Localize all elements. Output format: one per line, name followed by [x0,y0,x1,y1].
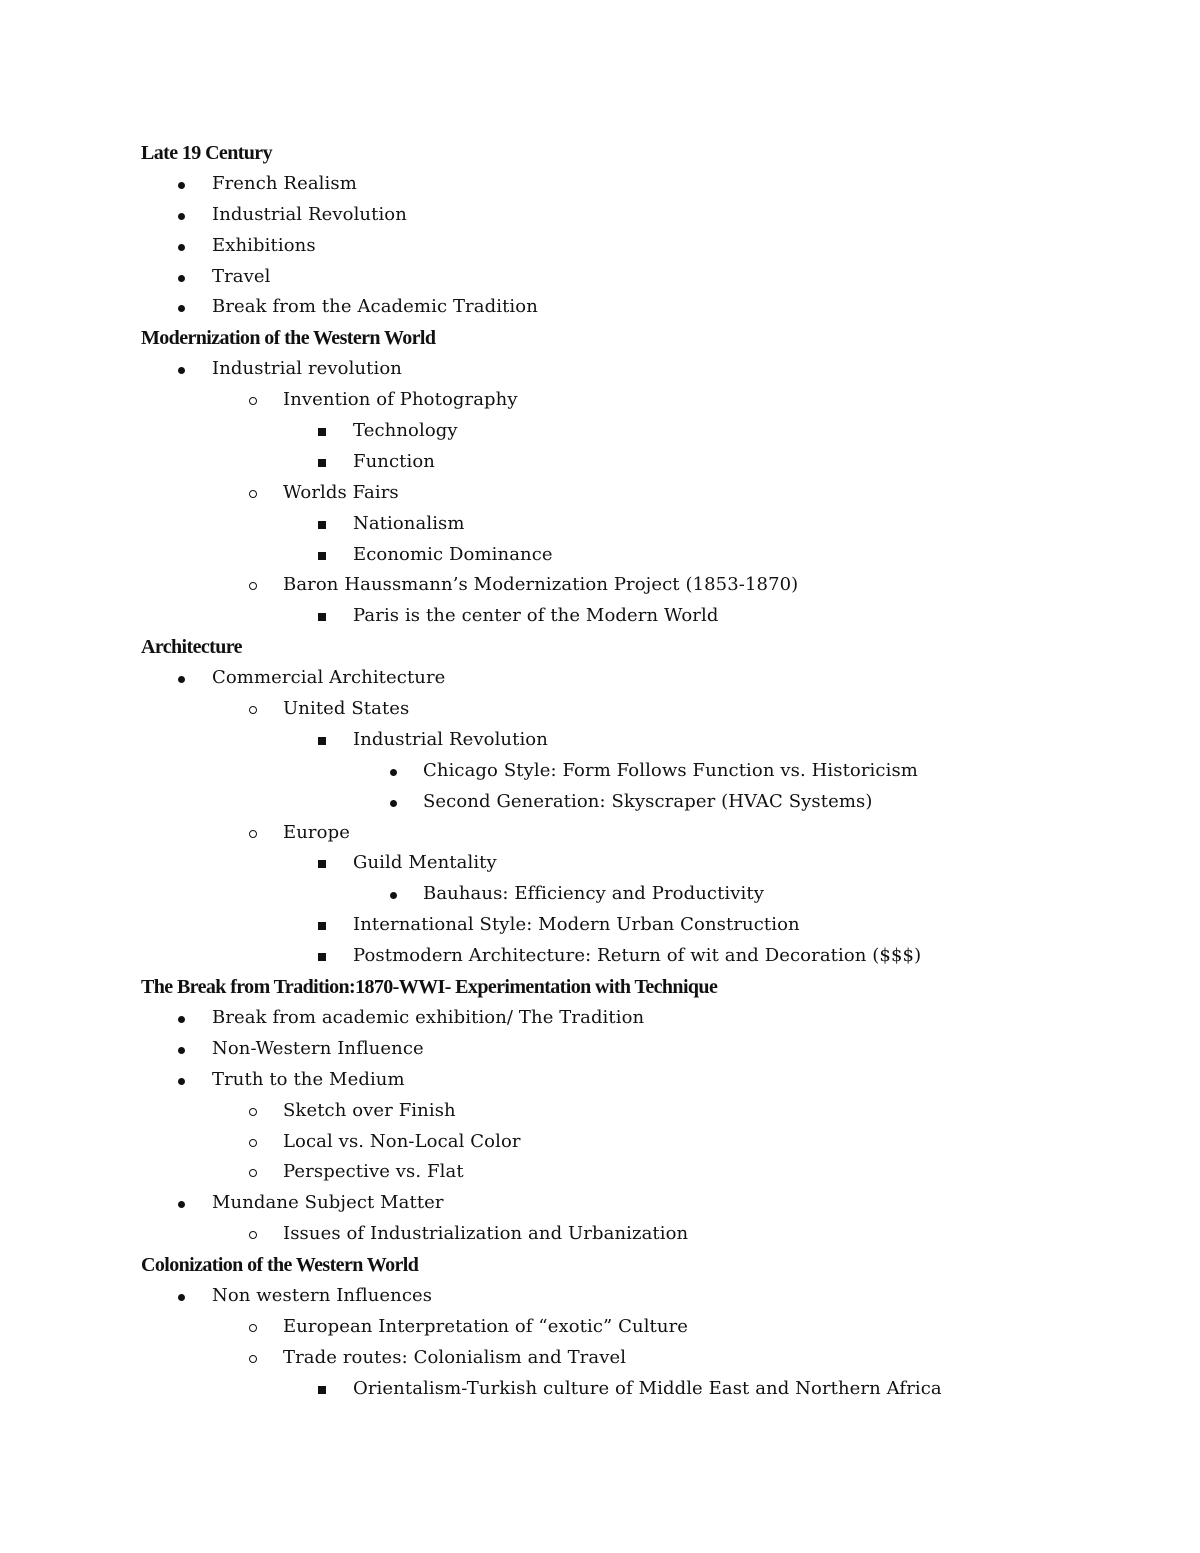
list-item [0,1097,1200,1128]
list-item-text: Orientalism-Turkish culture of Middle East and Northern Africa [353,1377,942,1399]
list-item-text: United States [283,698,410,720]
list-item-text: European Interpretation of “exotic” Culture [283,1315,689,1337]
square-bullet-icon [318,459,326,467]
circle-bullet-icon [249,830,257,838]
list-item-text: Invention of Photography [283,389,518,411]
list-item-text: Break from the Academic Tradition [212,296,538,318]
section-heading-row [0,1251,1200,1282]
list-item [0,911,1200,942]
list-item-text: Mundane Subject Matter [212,1192,444,1214]
list-item [0,510,1200,541]
section-heading-row [0,324,1200,355]
square-bullet-icon [318,1386,326,1394]
list-item [0,757,1200,788]
disc-bullet-icon [178,305,185,312]
list-item-text: Local vs. Non-Local Color [283,1130,521,1152]
list-item-text: Travel [212,265,271,287]
list-item-text: Exhibitions [212,234,316,256]
list-item [0,386,1200,417]
list-item [0,1128,1200,1159]
circle-bullet-icon [249,1139,257,1147]
list-item [0,788,1200,819]
circle-bullet-icon [249,706,257,714]
section-heading-row [0,973,1200,1004]
list-item-text: Economic Dominance [353,543,553,565]
list-item [0,1220,1200,1251]
list-item-text: Trade routes: Colonialism and Travel [283,1346,627,1368]
list-item-text: Break from academic exhibition/ The Tradition [212,1006,645,1028]
section-heading: Colonization of the Western World [141,1254,419,1277]
disc-bullet-icon [178,1294,185,1301]
list-item [0,695,1200,726]
disc-bullet-icon [178,367,185,374]
list-item-text: Guild Mentality [353,852,497,874]
section-heading: Modernization of the Western World [141,327,436,350]
list-item-text: Issues of Industrialization and Urbanization [283,1223,689,1245]
list-item-text: Worlds Fairs [283,481,399,503]
circle-bullet-icon [249,397,257,405]
list-item-text: Europe [283,821,350,843]
list-item [0,1004,1200,1035]
list-item-text: Non western Influences [212,1284,433,1306]
list-item-text: Function [353,450,435,472]
list-item [0,1035,1200,1066]
circle-bullet-icon [249,490,257,498]
list-item-text: Industrial Revolution [353,728,548,750]
list-item [0,726,1200,757]
list-item [0,448,1200,479]
circle-bullet-icon [249,1108,257,1116]
square-bullet-icon [318,737,326,745]
circle-bullet-icon [249,582,257,590]
list-item [0,1344,1200,1375]
disc-bullet-icon [178,275,185,282]
list-item [0,1375,1200,1406]
list-item [0,1313,1200,1344]
list-item-text: Baron Haussmann’s Modernization Project (1853-1870) [283,574,799,596]
square-bullet-icon [318,552,326,560]
section-heading-row [0,139,1200,170]
list-item [0,1189,1200,1220]
list-item [0,170,1200,201]
disc-bullet-icon [390,892,397,899]
list-item [0,201,1200,232]
list-item-text: Bauhaus: Efficiency and Productivity [423,883,765,905]
disc-bullet-icon [178,1047,185,1054]
list-item [0,819,1200,850]
list-item [0,664,1200,695]
section-heading: Architecture [141,636,242,659]
list-item [0,849,1200,880]
list-item-text: Industrial Revolution [212,203,407,225]
disc-bullet-icon [178,1016,185,1023]
square-bullet-icon [318,953,326,961]
list-item-text: Sketch over Finish [283,1099,456,1121]
list-item-text: Technology [353,420,458,442]
list-item-text: French Realism [212,172,357,194]
list-item-text: Commercial Architecture [212,667,446,689]
list-item-text: Perspective vs. Flat [283,1161,464,1183]
list-item-text: Second Generation: Skyscraper (HVAC Systems) [423,790,873,812]
list-item [0,1066,1200,1097]
square-bullet-icon [318,521,326,529]
disc-bullet-icon [178,213,185,220]
section-heading-row [0,633,1200,664]
list-item [0,541,1200,572]
list-item [0,355,1200,386]
circle-bullet-icon [249,1355,257,1363]
disc-bullet-icon [178,676,185,683]
list-item-text: Paris is the center of the Modern World [353,605,719,627]
disc-bullet-icon [178,1078,185,1085]
list-item [0,571,1200,602]
circle-bullet-icon [249,1324,257,1332]
list-item-text: Nationalism [353,512,465,534]
square-bullet-icon [318,428,326,436]
list-item-text: Non-Western Influence [212,1037,424,1059]
list-item-text: Truth to the Medium [212,1068,405,1090]
list-item [0,1158,1200,1189]
list-item-text: Postmodern Architecture: Return of wit and Decoration ($$$) [353,945,922,967]
list-item [0,942,1200,973]
disc-bullet-icon [390,800,397,807]
list-item [0,263,1200,294]
list-item [0,232,1200,263]
disc-bullet-icon [178,182,185,189]
list-item [0,1282,1200,1313]
list-item [0,602,1200,633]
section-heading: The Break from Tradition:1870-WWI- Experimentation with Technique [141,976,718,999]
circle-bullet-icon [249,1231,257,1239]
list-item-text: Chicago Style: Form Follows Function vs. Historicism [423,759,918,781]
list-item [0,293,1200,324]
list-item [0,880,1200,911]
disc-bullet-icon [178,1201,185,1208]
list-item-text: Industrial revolution [212,358,402,380]
square-bullet-icon [318,613,326,621]
disc-bullet-icon [390,769,397,776]
circle-bullet-icon [249,1169,257,1177]
list-item-text: International Style: Modern Urban Construction [353,914,800,936]
list-item [0,417,1200,448]
disc-bullet-icon [178,244,185,251]
section-heading: Late 19 Century [141,142,272,164]
square-bullet-icon [318,922,326,930]
square-bullet-icon [318,860,326,868]
document-outline [0,139,1200,1406]
list-item [0,479,1200,510]
